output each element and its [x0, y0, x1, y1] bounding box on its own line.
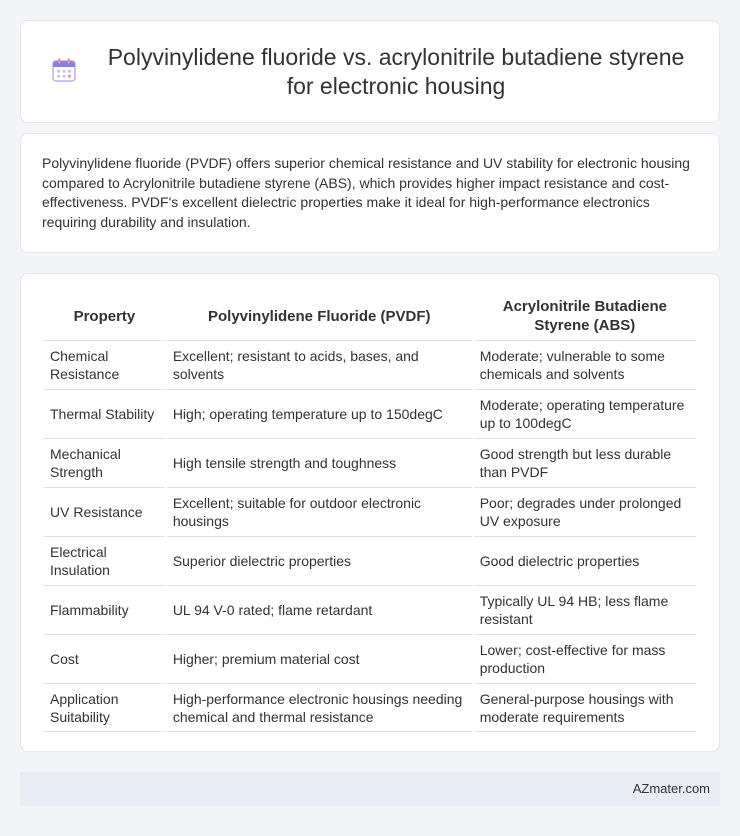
- property-cell: Chemical Resistance: [44, 340, 165, 389]
- pvdf-cell: High tensile strength and toughness: [167, 438, 472, 487]
- property-cell: Application Suitability: [44, 683, 165, 732]
- abs-cell: Moderate; vulnerable to some chemicals and solvents: [474, 340, 696, 389]
- abs-cell: Moderate; operating temperature up to 100degC: [474, 389, 696, 438]
- table-row: [44, 340, 696, 389]
- pvdf-cell: Higher; premium material cost: [167, 634, 472, 683]
- calendar-icon: [49, 55, 79, 85]
- table-row: [44, 389, 696, 438]
- property-cell: Mechanical Strength: [44, 438, 165, 487]
- abs-cell: Typically UL 94 HB; less flame resistant: [474, 585, 696, 634]
- comparison-card: [20, 273, 720, 752]
- table-row: [44, 438, 696, 487]
- page-title: Polyvinylidene fluoride vs. acrylonitrile butadiene styrene for electronic housing: [107, 43, 685, 99]
- property-cell: Thermal Stability: [44, 389, 165, 438]
- abs-cell: Lower; cost-effective for mass production: [474, 634, 696, 683]
- column-header-property: Property: [73, 307, 136, 325]
- table-row: [44, 683, 696, 732]
- table-row: [44, 634, 696, 683]
- table-header-row: [44, 292, 696, 340]
- column-header-abs: Acrylonitrile Butadiene Styrene (ABS): [502, 298, 667, 334]
- footer-bar: [20, 772, 720, 806]
- pvdf-cell: Excellent; resistant to acids, bases, and solvents: [167, 340, 472, 389]
- table-row: [44, 585, 696, 634]
- property-cell: Electrical Insulation: [44, 536, 165, 585]
- abs-cell: General-purpose housings with moderate requirements: [474, 683, 696, 732]
- pvdf-cell: Excellent; suitable for outdoor electronic housings: [167, 487, 472, 536]
- table-row: [44, 536, 696, 585]
- title-card: [20, 20, 720, 123]
- property-cell: Flammability: [44, 585, 165, 634]
- pvdf-cell: Superior dielectric properties: [167, 536, 472, 585]
- pvdf-cell: UL 94 V-0 rated; flame retardant: [167, 585, 472, 634]
- abs-cell: Good dielectric properties: [474, 536, 696, 585]
- abs-cell: Poor; degrades under prolonged UV exposure: [474, 487, 696, 536]
- abs-cell: Good strength but less durable than PVDF: [474, 438, 696, 487]
- property-cell: UV Resistance: [44, 487, 165, 536]
- summary-card: [20, 133, 720, 253]
- pvdf-cell: High; operating temperature up to 150degC: [167, 389, 472, 438]
- comparison-table: [42, 292, 698, 732]
- property-cell: Cost: [44, 634, 165, 683]
- summary-paragraph: Polyvinylidene fluoride (PVDF) offers superior chemical resistance and UV stability for electronic housing compared to Acrylonitrile butadiene styrene (ABS), which provides higher impact resistance and cost-effectiveness. PVDF's excellent dielectric properties make it ideal for high-performance electronics requiring durability and insulation.: [42, 155, 690, 230]
- pvdf-cell: High-performance electronic housings needing chemical and thermal resistance: [167, 683, 472, 732]
- column-header-pvdf: Polyvinylidene Fluoride (PVDF): [207, 307, 431, 325]
- footer-brand-link[interactable]: AZmater.com: [632, 781, 710, 796]
- table-row: [44, 487, 696, 536]
